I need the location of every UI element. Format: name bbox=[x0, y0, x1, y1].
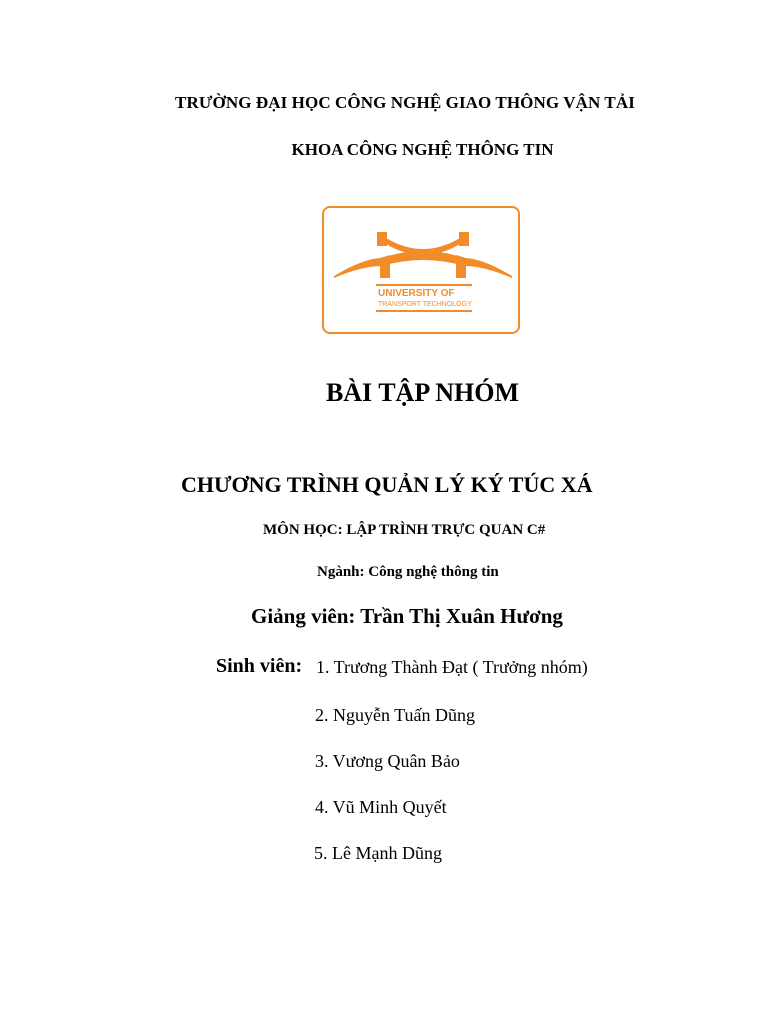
student-item: 4. Vũ Minh Quyết bbox=[315, 797, 447, 817]
students-label: Sinh viên: bbox=[216, 655, 303, 677]
university-logo bbox=[322, 206, 520, 334]
faculty-name: KHOA CÔNG NGHỆ THÔNG TIN bbox=[291, 140, 554, 159]
logo-text-line1: UNIVERSITY OF bbox=[378, 288, 455, 299]
student-item: 5. Lê Mạnh Dũng bbox=[314, 843, 442, 863]
university-name: TRƯỜNG ĐẠI HỌC CÔNG NGHỆ GIAO THÔNG VẬN TẢI bbox=[175, 93, 635, 112]
student-item: 3. Vương Quân Bảo bbox=[315, 751, 460, 771]
project-title: CHƯƠNG TRÌNH QUẢN LÝ KÝ TÚC XÁ bbox=[181, 472, 593, 497]
major-line: Ngành: Công nghệ thông tin bbox=[317, 564, 499, 580]
bridge-logo-icon bbox=[324, 208, 522, 336]
assignment-title: BÀI TẬP NHÓM bbox=[325, 378, 520, 407]
lecturer-line: Giảng viên: Trần Thị Xuân Hương bbox=[251, 604, 563, 628]
student-item: 2. Nguyễn Tuấn Dũng bbox=[315, 705, 476, 725]
logo-text-line2: TRANSPORT TECHNOLOGY bbox=[378, 301, 472, 308]
subject-line: MÔN HỌC: LẬP TRÌNH TRỰC QUAN C# bbox=[263, 522, 546, 538]
student-item: 1. Trương Thành Đạt ( Trưởng nhóm) bbox=[316, 657, 588, 677]
